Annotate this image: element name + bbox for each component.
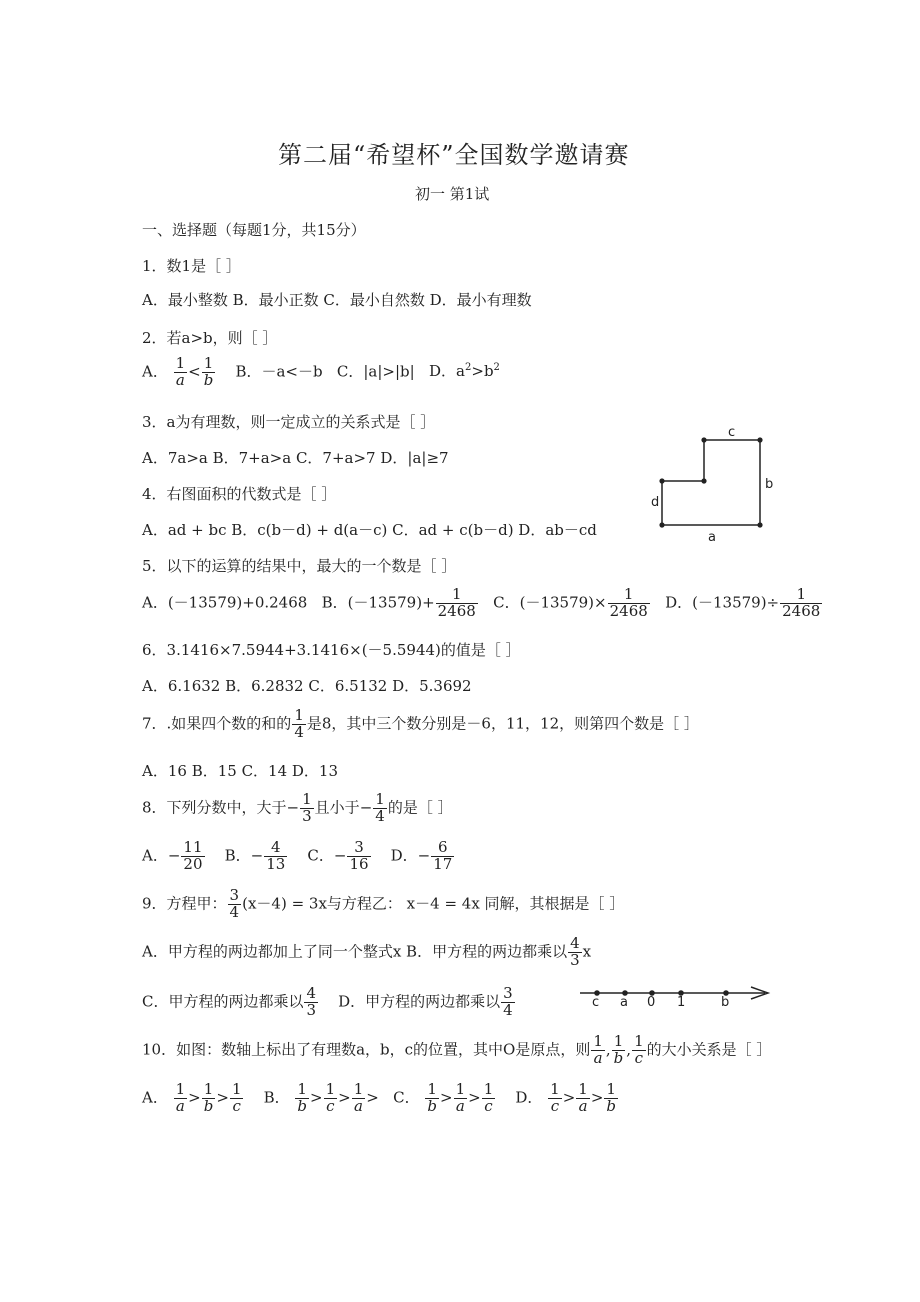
label-zero: 0 (647, 995, 656, 1008)
fraction: $\frac{1}{c}$ (483, 1080, 494, 1115)
q10-fraction-1-over-b: $\frac{1}{b}$ (613, 1032, 624, 1067)
q8-option-c-fraction: $\frac{3}{16}$ (349, 838, 369, 873)
fraction: $\frac{1}{a}$ (175, 1080, 186, 1115)
q9-option-d-fraction: $\frac{3}{4}$ (503, 984, 513, 1019)
fraction: $\frac{1}{a}$ (455, 1080, 466, 1115)
q5-option-a: A．(－13579)+0.2468 (142, 593, 308, 612)
q7-fraction: $\frac{1}{4}$ (294, 706, 304, 741)
fraction: $\frac{1}{c}$ (325, 1080, 336, 1115)
q10-fraction-1-over-a: $\frac{1}{a}$ (593, 1032, 603, 1067)
label-one: 1 (677, 995, 686, 1008)
q2-fraction-1-over-b: $\frac{1}{b}$ (203, 354, 214, 389)
q9-option-b-fraction: $\frac{4}{3}$ (570, 934, 580, 969)
q2-stem: 2．若a>b，则［ ］ (142, 329, 278, 347)
q4-figure (640, 420, 790, 545)
q2-option-c: C．|a|>|b| (336, 362, 415, 381)
q10-stem: 10．如图：数轴上标出了有理数a，b，c的位置，其中O是原点，则 $\frac{1}{a}$ , $\frac{1}{b}$ , $\frac{1}{c}$ 的大小关系是［ ］ (142, 1032, 772, 1067)
q5-fraction: $\frac{1}{2468}$ (782, 585, 821, 620)
q4-figure-outline (662, 440, 760, 525)
q4-vertex (701, 478, 706, 483)
q5-option-c: C．(－13579)× (493, 593, 607, 612)
q9-option-c-fraction: $\frac{4}{3}$ (306, 984, 317, 1019)
fraction: $\frac{1}{c}$ (550, 1080, 560, 1115)
fraction: $\frac{1}{b}$ (297, 1080, 307, 1115)
q5-option-d: D．(－13579)÷ (665, 593, 780, 612)
q7-options: A．16 B．15 C．14 D．13 (142, 762, 339, 780)
page-title: 第二届“希望杯”全国数学邀请赛 (278, 141, 630, 169)
q5-fraction: $\frac{1}{2468}$ (437, 585, 476, 620)
q8-option-a-fraction: $\frac{11}{20}$ (183, 838, 203, 873)
fraction: $\frac{1}{a}$ (578, 1080, 588, 1115)
q9-stem: 9．方程甲： $\frac{3}{4}$ (x－4) = 3x与方程乙： x－4 = 4x 同解，其根据是［ ］ (142, 886, 625, 921)
q2-option-b: B．－a<－b (235, 362, 323, 381)
q4-vertex (701, 437, 706, 442)
label-b: b (721, 995, 730, 1008)
q8-fraction: $\frac{1}{4}$ (375, 790, 385, 825)
q1-stem: 1．数1是［ ］ (142, 257, 241, 275)
q2-option-d: D．$a^2>b^2$ (429, 362, 500, 381)
q5-options (142, 587, 823, 620)
fraction: $\frac{1}{b}$ (606, 1080, 616, 1115)
q4-vertex (757, 437, 762, 442)
q5-stem: 5．以下的运算的结果中，最大的一个数是［ ］ (142, 557, 457, 575)
q10-options: A． $\frac{1}{a}$ > $\frac{1}{b}$ > $\frac{1}{c}$ B． $\frac{1}{b}$ > $\frac{1}{c}$ > $\frac{1}{a}$ > C． $\frac{1}{b}$ > $\frac{1}{a}$ > $\frac{1}{c}$ D． $\frac{1}{c}$ > $\frac{1}{a}$ > $\frac{1}{b}$ (142, 1080, 616, 1115)
section-heading: 一、选择题（每题1分，共15分） (142, 221, 366, 239)
q2-options (142, 356, 500, 389)
fraction: $\frac{1}{a}$ (353, 1080, 364, 1115)
q4-label-d: d (651, 495, 660, 510)
q8-option-b-fraction: $\frac{4}{13}$ (266, 838, 286, 873)
q4-vertex (659, 522, 664, 527)
q9-options-ab: A．甲方程的两边都加上了同一个整式x B．甲方程的两边都乘以 $\frac{4}{3}$ x (142, 934, 592, 969)
q3-options: A．7a>a B．7+a>a C．7+a>7 D．|a|≥7 (142, 449, 449, 467)
q4-options: A．ad + bc B．c(b－d) + d(a－c) C．ad + c(b－d) D．ab－cd (142, 521, 597, 539)
q2-lt: < (188, 362, 201, 381)
q3-stem: 3．a为有理数，则一定成立的关系式是［ ］ (142, 413, 436, 431)
fraction: $\frac{1}{b}$ (427, 1080, 437, 1115)
number-line (575, 978, 780, 1008)
q4-vertex (659, 478, 664, 483)
q2-fraction-1-over-a: $\frac{1}{a}$ (175, 354, 186, 389)
fraction: $\frac{1}{c}$ (231, 1080, 242, 1115)
q1-options: A．最小整数 B．最小正数 C．最小自然数 D．最小有理数 (142, 291, 532, 309)
q4-label-a: a (708, 530, 716, 545)
q4-stem: 4．右图面积的代数式是［ ］ (142, 485, 337, 503)
q6-stem: 6．3.1416×7.5944+3.1416×(－5.5944)的值是［ ］ (142, 641, 521, 659)
q9-fraction: $\frac{3}{4}$ (229, 886, 240, 921)
q7-stem: 7．.如果四个数的和的 $\frac{1}{4}$ 是8，其中三个数分别是－6，11，12，则第四个数是［ ］ (142, 706, 699, 741)
q4-label-c: c (728, 425, 736, 440)
label-a: a (620, 995, 628, 1008)
label-c: c (592, 995, 600, 1008)
q8-options: A．− $\frac{11}{20}$ B．− $\frac{4}{13}$ C．− $\frac{3}{16}$ D．− $\frac{6}{17}$ (142, 838, 453, 873)
fraction: $\frac{1}{b}$ (203, 1080, 214, 1115)
q8-stem: 8．下列分数中，大于− $\frac{1}{3}$ 且小于− $\frac{1}{4}$ 的是［ ］ (142, 790, 453, 825)
q5-fraction: $\frac{1}{2468}$ (609, 585, 648, 620)
q9-options-cd: C．甲方程的两边都乘以 $\frac{4}{3}$ D．甲方程的两边都乘以 $\frac{3}{4}$ (142, 984, 513, 1019)
q2-option-a-label: A． (142, 362, 168, 381)
q8-fraction: $\frac{1}{3}$ (302, 790, 312, 825)
q4-label-b: b (765, 477, 774, 492)
q10-fraction-1-over-c: $\frac{1}{c}$ (634, 1032, 644, 1067)
q6-options: A．6.1632 B．6.2832 C．6.5132 D．5.3692 (142, 677, 472, 695)
page-subtitle: 初一 第1试 (415, 185, 490, 203)
q5-option-b: B．(－13579)+ (321, 593, 435, 612)
q4-vertex (757, 522, 762, 527)
q8-option-d-fraction: $\frac{6}{17}$ (433, 838, 453, 873)
